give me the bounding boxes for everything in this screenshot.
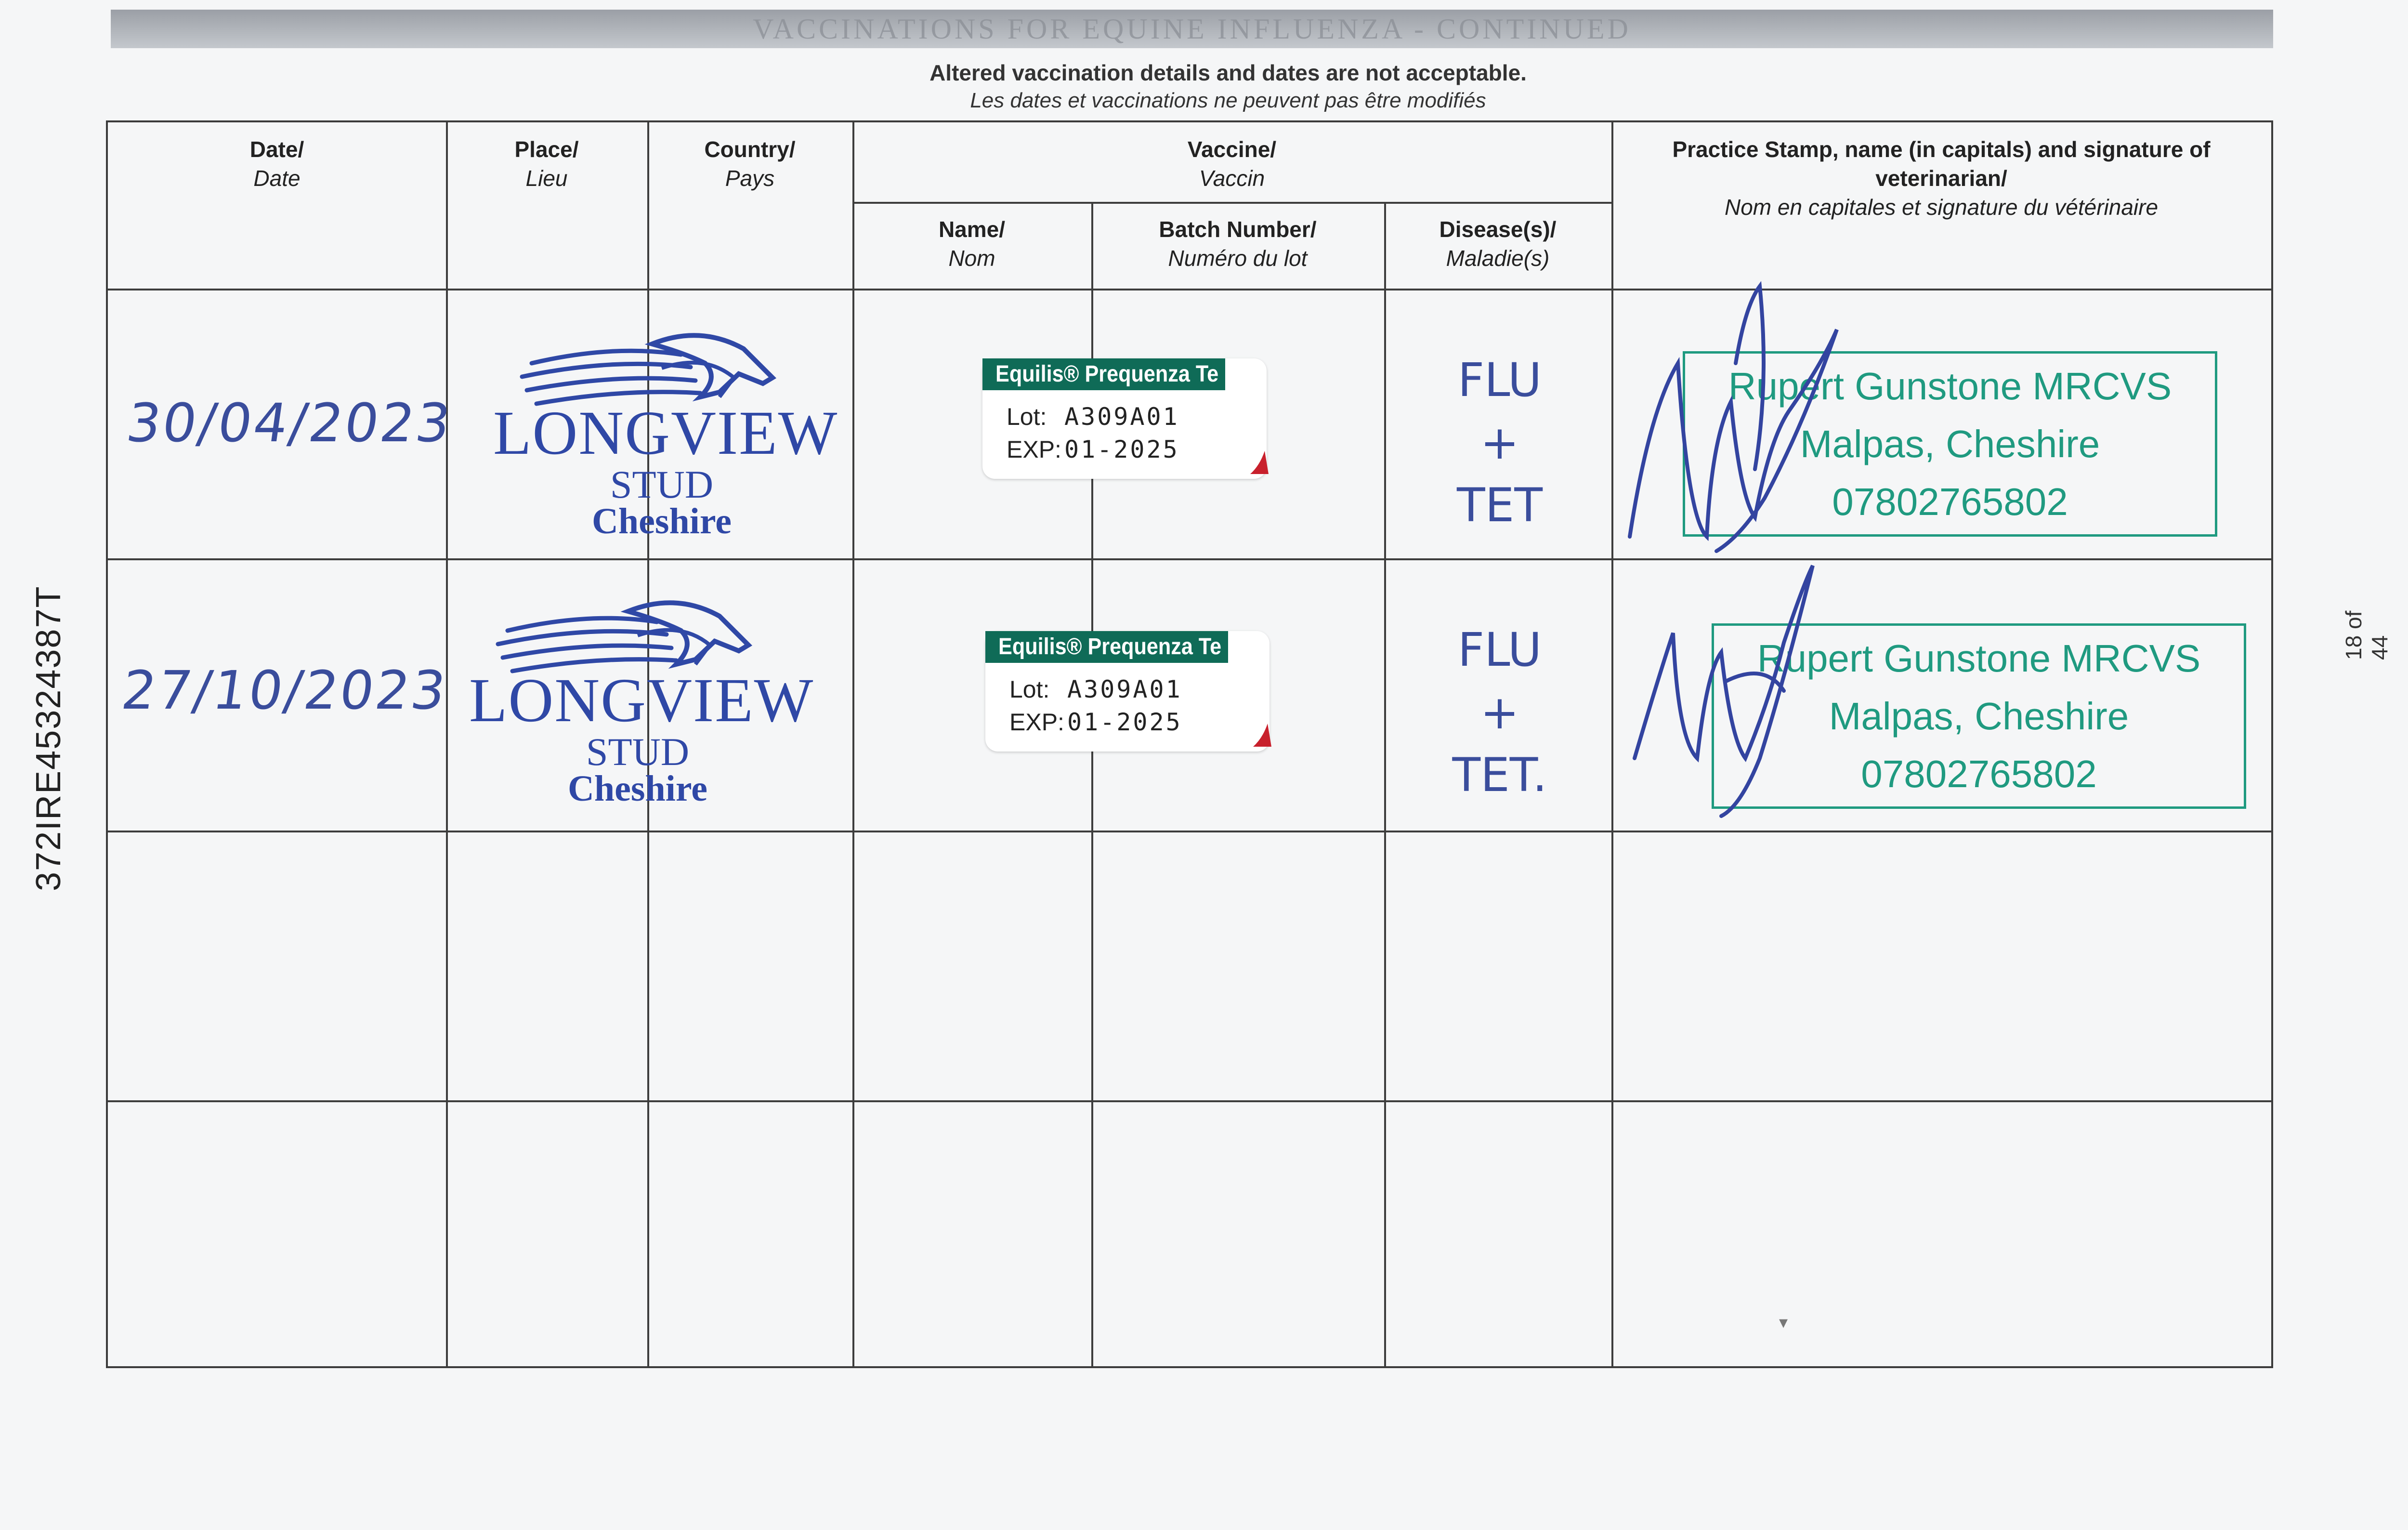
disease-line-1: FLU xyxy=(1457,353,1542,407)
sticker-corner-mark xyxy=(1248,724,1272,748)
longview-stud-logo xyxy=(469,592,814,814)
sticker-exp-label: EXP: xyxy=(1009,709,1064,736)
vaccine-sticker xyxy=(985,631,1269,752)
header-date-en: Date/ xyxy=(249,137,304,162)
handwritten-disease xyxy=(1427,349,1572,537)
header-batch-en: Batch Number/ xyxy=(1159,217,1317,242)
section-banner xyxy=(111,10,2273,48)
notice-french: Les dates et vaccinations ne peuvent pas être modifiés xyxy=(970,89,1486,112)
vet-signature xyxy=(1625,556,1895,826)
row-divider xyxy=(108,289,2271,290)
column-divider xyxy=(446,122,448,1366)
header-place-fr: Lieu xyxy=(525,166,568,191)
stray-mark: ▾ xyxy=(1779,1312,1788,1332)
header-batch-fr: Numéro du lot xyxy=(1168,246,1308,271)
column-divider xyxy=(852,122,854,1366)
passport-id: 372IRE45324387T xyxy=(29,585,68,891)
header-vaccine-en: Vaccine/ xyxy=(1187,137,1277,162)
header-name-fr: Nom xyxy=(948,246,995,271)
header-country xyxy=(647,135,852,193)
handwritten-date: 30/04/2023 xyxy=(123,392,457,454)
logo-line-1: LONGVIEW xyxy=(493,398,838,468)
row-divider xyxy=(108,1100,2271,1102)
disease-line-3: TET xyxy=(1457,478,1543,532)
header-place-en: Place/ xyxy=(514,137,579,162)
logo-line-1: LONGVIEW xyxy=(469,666,814,735)
header-disease xyxy=(1384,215,1611,273)
sticker-exp xyxy=(1007,435,1179,463)
header-stamp-en-1: Practice Stamp, name (in capitals) and signature of xyxy=(1672,137,2211,162)
header-country-fr: Pays xyxy=(725,166,775,191)
stamp-name: Rupert Gunstone MRCVS xyxy=(1757,637,2201,680)
notice-english: Altered vaccination details and dates are not acceptable. xyxy=(929,60,1527,85)
vet-signature xyxy=(1620,267,1890,556)
sticker-exp-value: 01-2025 xyxy=(1064,435,1179,463)
row-divider xyxy=(108,558,2271,560)
stamp-phone: 07802765802 xyxy=(1861,752,2097,795)
sticker-product: Equilis® Prequenza Te xyxy=(985,631,1228,663)
handwritten-disease xyxy=(1427,619,1572,806)
logo-line-3: Cheshire xyxy=(592,501,732,541)
disease-line-3: TET. xyxy=(1452,748,1547,802)
header-batch-number xyxy=(1091,215,1384,273)
sticker-lot-label: Lot: xyxy=(1009,676,1050,703)
sticker-exp xyxy=(1009,708,1182,736)
header-vaccine-name xyxy=(852,215,1091,273)
header-date xyxy=(108,135,446,193)
header-disease-fr: Maladie(s) xyxy=(1446,246,1550,271)
header-place xyxy=(446,135,647,193)
sticker-lot-value: A309A01 xyxy=(1067,675,1182,703)
stamp-name: Rupert Gunstone MRCVS xyxy=(1728,365,2172,408)
header-practice-stamp xyxy=(1611,135,2271,222)
disease-line-1: FLU xyxy=(1457,623,1542,677)
header-vaccine-fr: Vaccin xyxy=(1199,166,1265,191)
header-vaccine xyxy=(852,135,1611,193)
sticker-lot xyxy=(1007,403,1179,431)
header-stamp-en-2: veterinarian/ xyxy=(1875,166,2007,191)
stamp-location: Malpas, Cheshire xyxy=(1800,422,2100,465)
header-country-en: Country/ xyxy=(704,137,796,162)
stamp-location: Malpas, Cheshire xyxy=(1829,695,2129,738)
section-banner-title: VACCINATIONS FOR EQUINE INFLUENZA - CONTINUED xyxy=(753,13,1631,45)
vaccine-sticker xyxy=(982,358,1267,479)
longview-stud-logo xyxy=(493,325,838,546)
sticker-lot xyxy=(1009,675,1182,703)
sticker-lot-label: Lot: xyxy=(1007,403,1047,430)
sticker-corner-mark xyxy=(1245,451,1269,475)
disease-line-2: + xyxy=(1480,416,1519,470)
stamp-phone: 07802765802 xyxy=(1832,480,2068,523)
disease-line-2: + xyxy=(1480,686,1519,739)
row-divider xyxy=(108,831,2271,832)
vaccine-subheader-divider xyxy=(852,202,1611,204)
handwritten-date: 27/10/2023 xyxy=(118,659,452,721)
column-divider xyxy=(1611,122,1613,1366)
logo-line-2: STUD xyxy=(586,730,690,774)
column-divider xyxy=(1384,202,1386,1366)
sticker-product: Equilis® Prequenza Te xyxy=(982,358,1225,390)
vaccination-table xyxy=(106,120,2273,1368)
header-date-fr: Date xyxy=(253,166,301,191)
header-stamp-fr: Nom en capitales et signature du vétérinaire xyxy=(1724,195,2159,220)
header-disease-en: Disease(s)/ xyxy=(1439,217,1557,242)
logo-line-3: Cheshire xyxy=(568,768,707,809)
logo-line-2: STUD xyxy=(610,462,714,506)
sticker-exp-value: 01-2025 xyxy=(1067,708,1182,736)
sticker-lot-value: A309A01 xyxy=(1064,403,1179,431)
page-number: 18 of 44 xyxy=(2341,610,2392,660)
header-name-en: Name/ xyxy=(938,217,1006,242)
sticker-exp-label: EXP: xyxy=(1007,436,1061,463)
